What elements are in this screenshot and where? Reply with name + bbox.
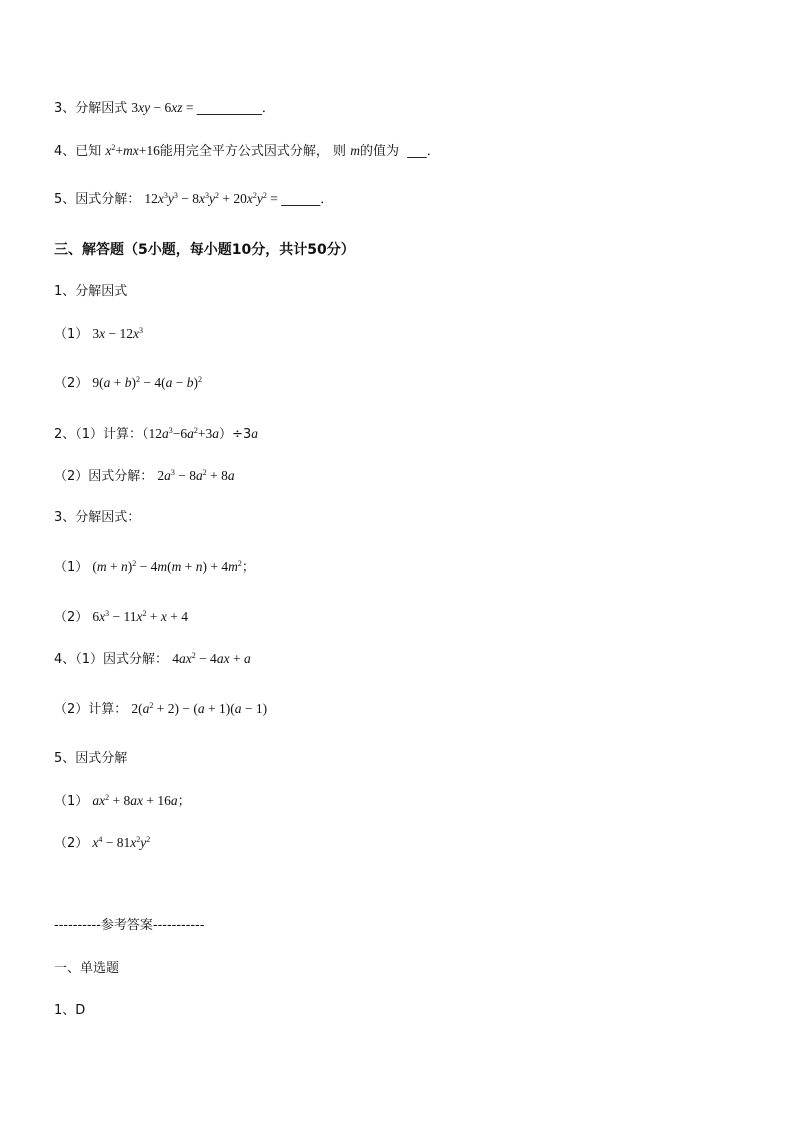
problem-3-part-1 <box>54 557 255 578</box>
p2b-prefix: （2）因式分解： <box>54 469 154 484</box>
p1b-expression: $9(a + b)^2 - 4(a - b)^2$ <box>92 375 203 390</box>
problem-1-part-1 <box>54 324 143 345</box>
q3-blank: __________ <box>196 101 262 116</box>
p1b-label: （2） <box>54 376 89 391</box>
p3a-expression: $(m + n)^2 - 4m(m + n) + 4m^2$ <box>92 559 242 574</box>
problem-4-part-1 <box>54 649 251 670</box>
problem-1-part-2 <box>54 373 202 394</box>
question-4 <box>54 141 440 162</box>
p1a-expression: $3x - 12x^3$ <box>92 326 144 341</box>
p4a-prefix: 4、（1）因式分解： <box>54 652 169 667</box>
q4-expression: $x^2+mx+16$ <box>105 143 160 158</box>
q3-suffix: ． <box>261 101 275 116</box>
q3-prefix: 3、分解因式 <box>54 101 128 116</box>
p5a-label: （1） <box>54 794 89 809</box>
problem-1-title: 1、分解因式 <box>54 284 128 299</box>
q4-variable: m <box>350 143 360 158</box>
q4-suffix: ． <box>426 144 440 159</box>
question-3 <box>54 98 275 119</box>
problem-5-part-1 <box>54 791 191 812</box>
p2a-expression: $12a^3-6a^2+3a$ <box>148 426 220 441</box>
problem-3-part-2 <box>54 607 188 628</box>
problem-5-part-2 <box>54 833 150 854</box>
p5b-label: （2） <box>54 836 89 851</box>
q4-prefix: 4、已知 <box>54 144 102 159</box>
p3b-label: （2） <box>54 610 89 625</box>
p3a-label: （1） <box>54 560 89 575</box>
problem-4-part-2 <box>54 699 267 720</box>
q5-prefix: 5、因式分解： <box>54 192 141 207</box>
p5b-expression: $x^4 - 81x^2y^2$ <box>92 835 151 850</box>
p3a-suffix: ； <box>241 560 255 575</box>
answer-section-1-title: 一、单选题 <box>54 961 120 976</box>
q5-blank: ______ <box>281 192 321 207</box>
answer-1: 1、D <box>54 1003 86 1018</box>
q5-suffix: ． <box>320 192 334 207</box>
p3b-expression: $6x^3 - 11x^2 + x + 4$ <box>92 609 189 624</box>
p5a-suffix: ； <box>177 794 191 809</box>
q3-expression: 3xy − 6xz = <box>131 100 197 115</box>
q4-blank: ___ <box>407 144 427 159</box>
q4-mid: 能用完全平方公式因式分解， 则 <box>159 144 347 159</box>
p4a-expression: $4ax^2 - 4ax + a$ <box>172 651 251 666</box>
p2a-divisor-var: a <box>251 426 258 441</box>
q5-expression: $12x^3y^3 - 8x^3y^2 + 20x^2y^2$ = <box>144 191 282 206</box>
answer-key-header: ----------参考答案----------- <box>54 918 205 933</box>
p2a-prefix: 2、（1）计算：（ <box>54 427 149 442</box>
p1a-label: （1） <box>54 327 89 342</box>
p2b-expression: $2a^3 - 8a^2 + 8a$ <box>157 468 235 483</box>
problem-3-title: 3、分解因式： <box>54 510 141 525</box>
q4-mid2: 的值为 <box>359 144 399 159</box>
section-3-title: 三、解答题（5小题，每小题10分，共计50分） <box>54 242 355 258</box>
question-5 <box>54 189 333 210</box>
p2a-suffix: ）÷3 <box>219 427 252 442</box>
p4b-prefix: （2）计算： <box>54 702 128 717</box>
p5a-expression: $ax^2 + 8ax + 16a$ <box>92 793 178 808</box>
problem-2-part-1 <box>54 424 258 445</box>
problem-5-title: 5、因式分解 <box>54 751 128 766</box>
problem-2-part-2 <box>54 466 235 487</box>
p4b-expression: $2(a^2 + 2) - (a + 1)(a - 1)$ <box>131 701 268 716</box>
